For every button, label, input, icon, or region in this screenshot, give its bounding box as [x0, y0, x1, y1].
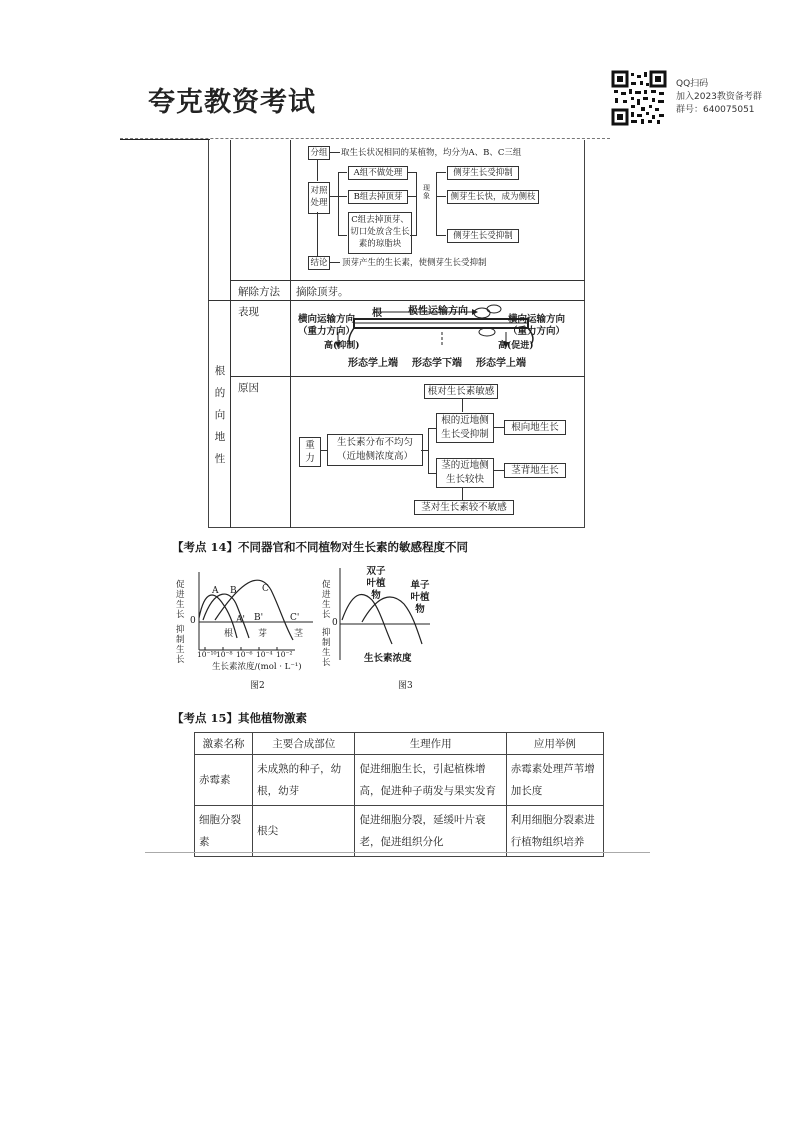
fig2-tick-5: 10⁻²	[276, 650, 293, 659]
hormone-table	[194, 732, 604, 857]
fig2-peak-b: B	[230, 586, 237, 596]
fig2-peak-a: A	[212, 586, 219, 596]
table-cell: 促进细胞生长，引起植株增高，促进种子萌发与果实发育	[355, 755, 506, 806]
fig3-xlabel: 生长素浓度	[364, 653, 412, 664]
b-group-box: B组去掉顶芽	[348, 190, 408, 204]
fig3-zero: 0	[332, 618, 338, 628]
qr-line-1: QQ扫码	[676, 79, 709, 89]
jing-bumingan-box: 茎对生长素较不敏感	[414, 500, 514, 515]
xianxiang-label: 现象	[423, 184, 430, 200]
gao-right: 高(促进)	[498, 341, 534, 351]
table-row	[195, 806, 604, 857]
jixing-label: 极性运输方向	[408, 306, 468, 317]
kaodian14-title: 【考点 14】不同器官和不同植物对生长素的敏感程度不同	[172, 540, 469, 554]
jiechu-text: 摘除顶芽。	[296, 286, 349, 298]
table-cell: 未成熟的种子，幼根，幼芽	[253, 755, 355, 806]
fig3-series-1: 双子叶植物	[366, 566, 386, 601]
fig2-tick-3: 10⁻⁶	[236, 650, 253, 659]
qr-line-2: 加入2023教资备考群	[676, 92, 762, 102]
fig2-peak-c: C	[262, 584, 269, 594]
header-cell: 生理作用	[355, 733, 506, 755]
header-cell: 激素名称	[195, 733, 253, 755]
xingtai-left: 形态学上端	[348, 358, 398, 369]
biaoxian-label: 表现	[238, 306, 259, 318]
table-row	[195, 755, 604, 806]
brand-title: 夸克教资考试	[148, 87, 316, 118]
fenzu-label: 分组	[308, 146, 330, 160]
root-row-label: 根的向地性	[214, 365, 226, 465]
hormone-table-header	[195, 733, 604, 755]
yuanyin-label: 原因	[238, 382, 259, 394]
jielun-text: 顶芽产生的生长素，使侧芽生长受抑制	[342, 258, 487, 268]
qr-line-3: 群号：640075051	[676, 105, 755, 115]
table-cell: 促进细胞分裂，延缓叶片衰老，促进组织分化	[355, 806, 506, 857]
xingtai-mid: 形态学下端	[412, 358, 462, 369]
fig2-tick-1: 10⁻¹⁰	[197, 650, 217, 659]
fig3-ylabel-bottom: 抑制生长	[322, 628, 331, 668]
c-group-box: C组去掉顶芽、切口处放含生长素的琼脂块	[348, 212, 412, 254]
fig2-tick-2: 10⁻⁸	[216, 650, 233, 659]
jiechu-label: 解除方法	[238, 286, 280, 298]
fig3-caption: 图3	[398, 681, 413, 691]
table-cell: 细胞分裂素	[195, 806, 253, 857]
fig2-zero: 0	[190, 616, 196, 626]
result-2-box: 侧芽生长快，成为侧枝	[447, 190, 539, 204]
header-cell: 主要合成部位	[253, 733, 355, 755]
header-divider-solid	[120, 139, 210, 140]
jing-beidi-box: 茎背地生长	[504, 463, 566, 478]
a-group-box: A组不做处理	[348, 166, 408, 180]
fig2-organ-stem: 茎	[294, 629, 304, 639]
table-cell: 利用细胞分裂素进行植物组织培养	[506, 806, 603, 857]
table-cell: 赤霉素处理芦苇增加长度	[506, 755, 603, 806]
fig2-ylabel-top: 促进生长	[176, 580, 185, 620]
fig2-xlabel: 生长素浓度/(mol · L⁻¹)	[212, 662, 302, 672]
fig2-cross-a: A'	[236, 615, 245, 625]
footer-divider	[145, 852, 650, 853]
fig3-series-2: 单子叶植物	[410, 580, 430, 615]
header-cell: 应用举例	[506, 733, 603, 755]
fenbu-box: 生长素分布不均匀（近地侧浓度高）	[327, 434, 423, 466]
fig3-ylabel-top: 促进生长	[322, 580, 331, 620]
fig2-caption: 图2	[250, 681, 265, 691]
fig2-ylabel-bottom: 抑制生长	[176, 625, 185, 665]
fig2-organ-bud: 芽	[258, 629, 268, 639]
gao-left: 高(抑制)	[324, 341, 360, 351]
jing-jindi-box: 茎的近地侧生长较快	[436, 458, 494, 488]
fig2-tick-4: 10⁻⁴	[256, 650, 273, 659]
zhongli-box: 重力	[299, 437, 321, 467]
gen-mingan-box: 根对生长素敏感	[424, 384, 498, 399]
xingtai-right: 形态学上端	[476, 358, 526, 369]
result-1-box: 侧芽生长受抑制	[447, 166, 519, 180]
fig2-cross-c: C'	[290, 613, 300, 623]
gen-label: 根	[372, 308, 382, 319]
table-cell: 赤霉素	[195, 755, 253, 806]
table-cell: 根尖	[253, 806, 355, 857]
fig2-organ-root: 根	[224, 629, 234, 639]
gen-jindi-box: 根的近地侧生长受抑制	[436, 413, 494, 443]
qr-caption	[676, 78, 762, 117]
duizhao-label: 对照处理	[308, 182, 330, 214]
kaodian15-title: 【考点 15】其他植物激素	[172, 711, 308, 725]
hengxiang-right: 横向运输方向（重力方向）	[508, 314, 566, 337]
jielun-label: 结论	[308, 256, 330, 270]
qr-code-icon	[611, 70, 667, 126]
hengxiang-left: 横向运输方向（重力方向）	[298, 314, 356, 337]
fenzu-text: 取生长状况相同的某植物，均分为A、B、C三组	[341, 148, 522, 158]
result-3-box: 侧芽生长受抑制	[447, 229, 519, 243]
fig2-cross-b: B'	[254, 613, 264, 623]
gen-xiangdi-box: 根向地生长	[504, 420, 566, 435]
